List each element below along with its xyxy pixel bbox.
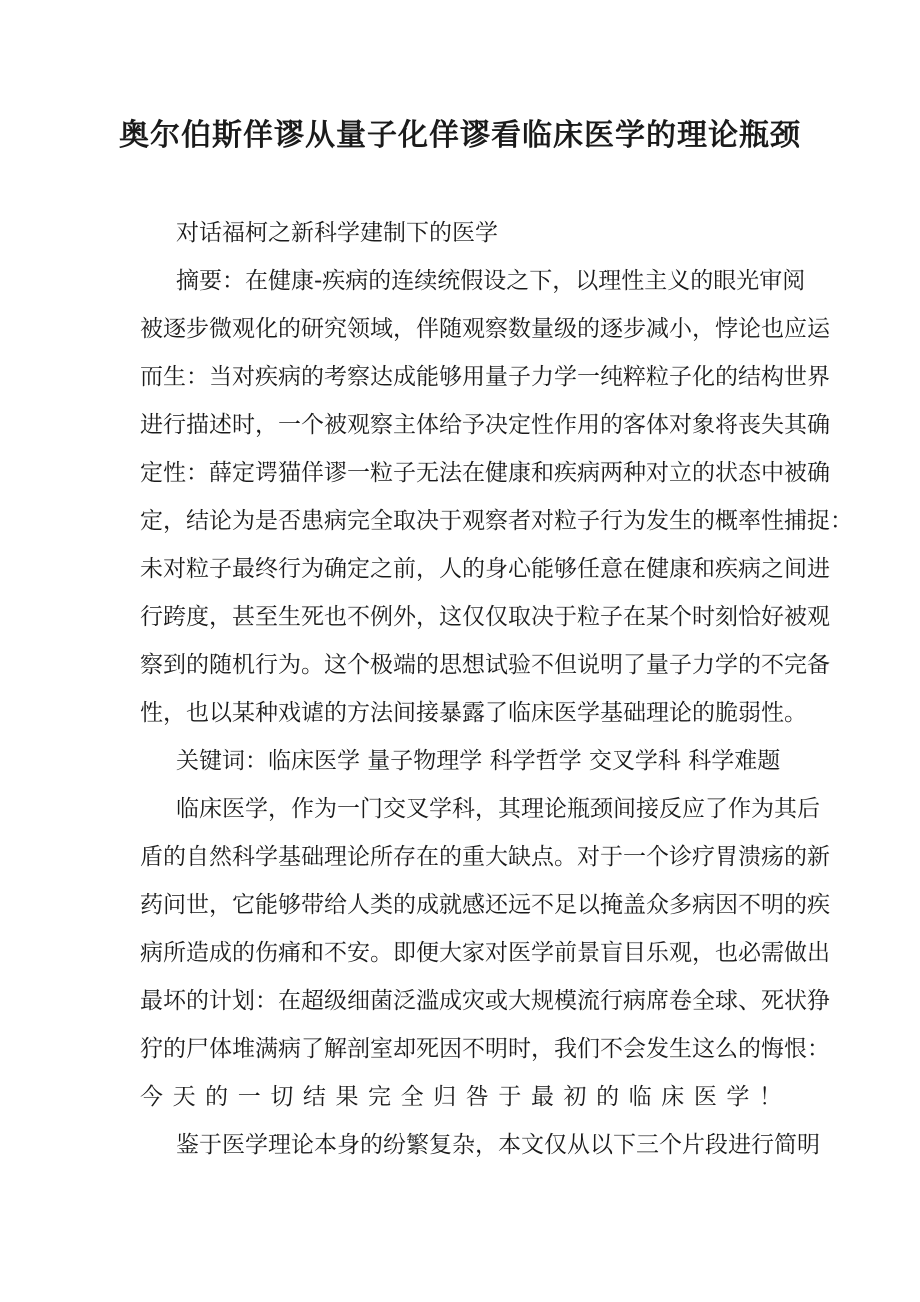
paragraph [140,785,830,1121]
text-line: 今天的一切结果完全归咎于最初的临床医学！ [140,1084,782,1110]
text-line: 对话福柯之新科学建制下的医学 [176,220,498,246]
text-line: 被逐步微观化的研究领域，伴随观察数量级的逐步减小，悖论也应运 [140,316,830,342]
text-line: 盾的自然科学基础理论所存在的重大缺点。对于一个诊疗胃溃疡的新 [140,844,830,870]
text-line: 关键词：临床医学 量子物理学 科学哲学 交叉学科 科学难题 [176,748,781,774]
text-line: 最坏的计划：在超级细菌泛滥成灾或大规模流行病席卷全球、死状狰 [140,988,830,1014]
paragraph [140,209,782,257]
text-line: 定性：薛定谔猫佯谬一粒子无法在健康和疾病两种对立的状态中被确 [140,460,830,486]
text-line: 鉴于医学理论本身的纷繁复杂，本文仅从以下三个片段进行简明 [176,1132,820,1158]
text-line: 性，也以某种戏谑的方法间接暴露了临床医学基础理论的脆弱性。 [140,700,807,726]
text-line: 未对粒子最终行为确定之前，人的身心能够任意在健康和疾病之间进 [140,556,830,582]
paragraph [140,737,782,785]
paragraph [140,1121,820,1169]
text-line: 药问世，它能够带给人类的成就感还远不足以掩盖众多病因不明的疾 [140,892,830,918]
document-body [140,209,853,1169]
text-line: 进行描述时，一个被观察主体给予决定性作用的客体对象将丧失其确 [140,412,830,438]
text-line: 行跨度，甚至生死也不例外，这仅仅取决于粒子在某个时刻恰好被观 [140,604,830,630]
text-line: 而生：当对疾病的考察达成能够用量子力学一纯粹粒子化的结构世界 [140,364,830,390]
paragraph [140,257,853,737]
text-line: 定，结论为是否患病完全取决于观察者对粒子行为发生的概率性捕捉： [140,508,853,534]
document-title: 奥尔伯斯佯谬从量子化佯谬看临床医学的理论瓶颈 [119,118,801,153]
text-line: 摘要：在健康-疾病的连续统假设之下，以理性主义的眼光审阅 [176,268,806,294]
text-line: 狞的尸体堆满病了解剖室却死因不明时，我们不会发生这么的悔恨： [140,1036,830,1062]
text-line: 察到的随机行为。这个极端的思想试验不但说明了量子力学的不完备 [140,652,830,678]
text-line: 病所造成的伤痛和不安。即便大家对医学前景盲目乐观，也必需做出 [140,940,830,966]
text-line: 临床医学，作为一门交叉学科，其理论瓶颈间接反应了作为其后 [176,796,820,822]
